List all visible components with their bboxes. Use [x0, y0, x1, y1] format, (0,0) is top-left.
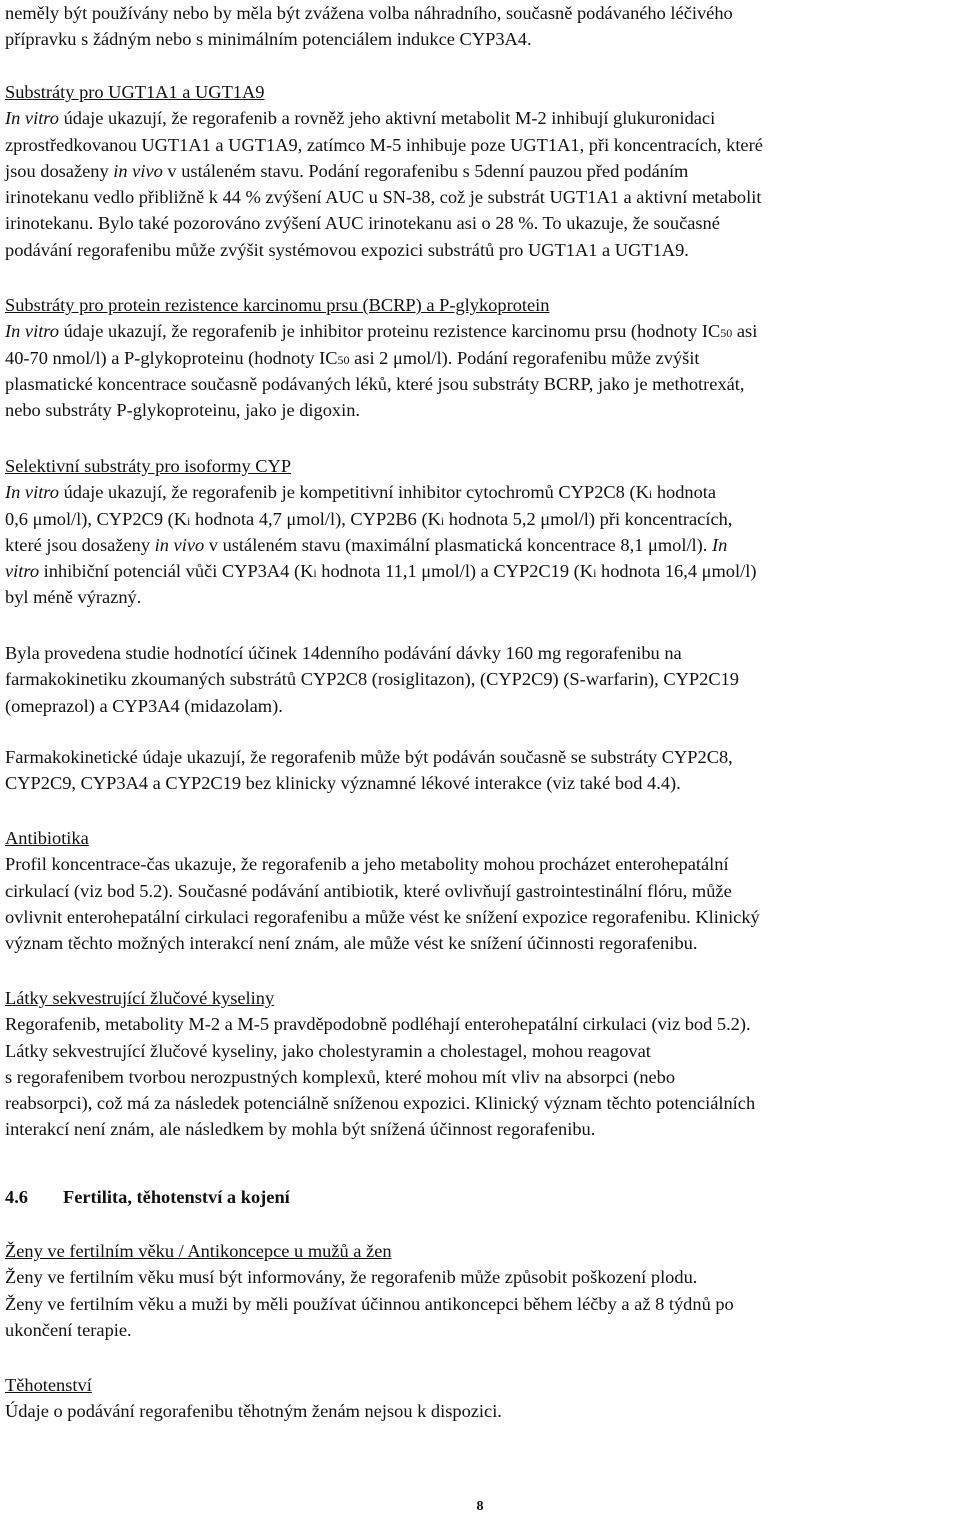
section-heading: Substráty pro protein rezistence karcinomu prsu (BCRP) a P-glykoprotein [5, 295, 550, 315]
text-line: (omeprazol) a CYP3A4 (midazolam). [5, 695, 283, 716]
text-line: interakcí není znám, ale následkem by mohla být snížená účinnost regorafenibu. [5, 1119, 596, 1140]
text-line: byl méně výrazný. [5, 587, 142, 608]
latky-section [5, 985, 755, 1143]
text-line: Látky sekvestrující žlučové kyseliny, jako cholestyramin a cholestagel, mohou reagovat [5, 1040, 651, 1061]
text-line: 40-70 nmol/l) a P-glykoproteinu (hodnoty IC50 asi 2 μmol/l). Podání regorafenibu může zvýšit [5, 347, 700, 368]
cyp-section [5, 453, 756, 611]
text-line: irinotekanu. Bylo také pozorováno zvýšení AUC irinotekanu asi o 28 %. To ukazuje, že současné [5, 213, 720, 234]
text-line: In vitro údaje ukazují, že regorafenib a rovněž jeho aktivní metabolit M-2 inhibují glukuronidaci [5, 108, 716, 129]
text-line: Regorafenib, metabolity M-2 a M-5 pravděpodobně podléhají enterohepatální cirkulaci (viz bod 5.2). [5, 1014, 751, 1035]
text-line: farmakokinetiku zkoumaných substrátů CYP2C8 (rosiglitazon), (CYP2C9) (S-warfarin), CYP2C19 [5, 669, 739, 690]
text-line: CYP2C9, CYP3A4 a CYP2C19 bez klinicky významné lékové interakce (viz také bod 4.4). [5, 773, 681, 794]
text-line: Ženy ve fertilním věku musí být informovány, že regorafenib může způsobit poškození plodu. [5, 1267, 698, 1288]
study-paragraph [5, 640, 739, 719]
text-line: nebo substráty P-glykoproteinu, jako je digoxin. [5, 400, 360, 421]
section-heading: Těhotenství [5, 1375, 92, 1395]
text-line: vitro inhibiční potenciál vůči CYP3A4 (Ki hodnota 11,1 μmol/l) a CYP2C19 (Ki hodnota 16,4 μmol/l) [5, 561, 757, 582]
italic-text: in vivo [113, 160, 163, 181]
text-line: reabsorpci), což má za následek potenciálně sníženou expozici. Klinický význam těchto potenciálních [5, 1093, 756, 1114]
italic-text: vitro [5, 561, 40, 582]
italic-text: In [711, 534, 728, 555]
section-heading: Ženy ve fertilním věku / Antikoncepce u mužů a žen [5, 1241, 392, 1261]
section-heading: Substráty pro UGT1A1 a UGT1A9 [5, 82, 265, 102]
text-line: plasmatické koncentrace současně podávaných léků, které jsou substráty BCRP, jako je methotrexát, [5, 373, 745, 394]
antibiotika-section [5, 825, 760, 956]
section-number: 4.6 [5, 1187, 28, 1207]
zeny-section [5, 1238, 734, 1343]
section-heading: Antibiotika [5, 828, 89, 848]
text-line: zprostředkovanou UGT1A1 a UGT1A9, zatímco M-5 inhibuje poze UGT1A1, při koncentracích, které [5, 134, 763, 155]
text-line: Byla provedena studie hodnotící účinek 14denního podávání dávky 160 mg regorafenibu na [5, 643, 682, 663]
italic-text: In vitro [5, 321, 59, 342]
text-line: přípravku s žádným nebo s minimálním potenciálem indukce CYP3A4. [5, 29, 532, 50]
text-line: In vitro údaje ukazují, že regorafenib je inhibitor proteinu rezistence karcinomu prsu (hodnoty IC50 asi [5, 321, 758, 342]
ugt-section [5, 79, 763, 263]
text-line: Farmakokinetické údaje ukazují, že regorafenib může být podáván současně se substráty CYP2C8, [5, 747, 733, 767]
text-line: podávání regorafenibu může zvýšit systémovou expozici substrátů pro UGT1A1 a UGT1A9. [5, 239, 689, 260]
italic-text: In vitro [5, 482, 59, 503]
text-line: 0,6 μmol/l), CYP2C9 (Ki hodnota 4,7 μmol/l), CYP2B6 (Ki hodnota 5,2 μmol/l) při koncentracích, [5, 508, 733, 529]
text-line: cirkulací (viz bod 5.2). Současné podávání antibiotik, které ovlivňují gastrointestinální flóru, může [5, 880, 732, 901]
text-line: význam těchto možných interakcí není znám, ale může vést ke snížení účinnosti regorafenibu. [5, 933, 698, 954]
text-line: In vitro údaje ukazují, že regorafenib je kompetitivní inhibitor cytochromů CYP2C8 (Ki hodnota [5, 482, 717, 503]
text-line: Údaje o podávání regorafenibu těhotným ženám nejsou k dispozici. [5, 1401, 502, 1422]
text-line: s regorafenibem tvorbou nerozpustných komplexů, které mohou mít vliv na absorpci (nebo [5, 1066, 676, 1087]
italic-text: in vivo [154, 534, 205, 555]
text-line: Ženy ve fertilním věku a muži by měli používat účinnou antikoncepci během léčby a až 8 týdnů po [5, 1293, 734, 1314]
section-title: Fertilita, těhotenství a kojení [63, 1187, 290, 1207]
text-line: irinotekanu vedlo přibližně k 44 % zvýšení AUC u SN-38, což je substrát UGT1A1 a aktivní metabolit [5, 187, 762, 208]
section-heading: Selektivní substráty pro isoformy CYP [5, 456, 292, 476]
tehotenstvi-section [5, 1372, 502, 1425]
text-line: které jsou dosaženy in vivo v ustáleném stavu (maximální plasmatická koncentrace 8,1 μmol/l). In [5, 534, 728, 555]
text-line: neměly být používány nebo by měla být zvážena volba náhradního, současně podávaného léčivého [5, 3, 733, 23]
pk-paragraph [5, 744, 733, 797]
section-heading: Látky sekvestrující žlučové kyseliny [5, 988, 275, 1008]
text-line: jsou dosaženy in vivo v ustáleném stavu. Podání regorafenibu s 5denní pauzou před podáním [5, 160, 689, 181]
section-4-6-heading [5, 1184, 290, 1210]
text-line: ovlivnit enterohepatální cirkulaci regorafenibu a může vést ke snížení expozice regorafenibu. Klinický [5, 906, 760, 927]
italic-text: In vitro [5, 108, 59, 129]
text-line: ukončení terapie. [5, 1319, 132, 1340]
page-number: 8 [476, 1499, 484, 1514]
intro-paragraph [5, 0, 733, 53]
bcrp-section [5, 292, 757, 423]
text-line: Profil koncentrace-čas ukazuje, že regorafenib a jeho metabolity mohou procházet enterohepatální [5, 854, 729, 875]
